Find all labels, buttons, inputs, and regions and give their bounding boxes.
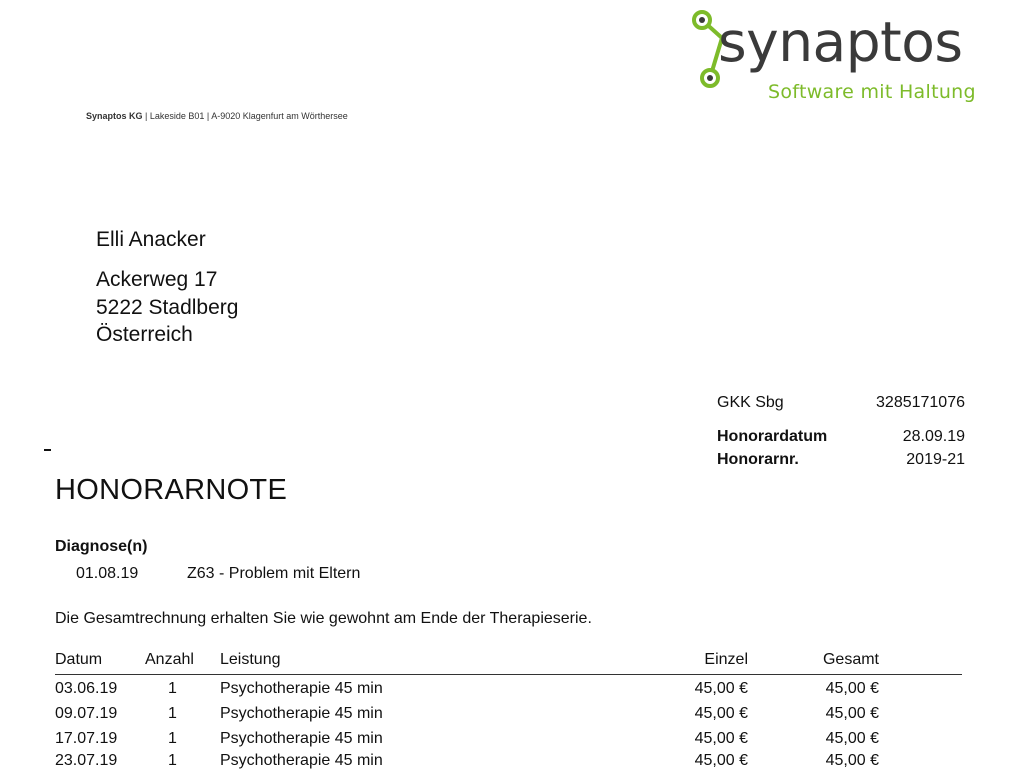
row-quantity: 1 [168,752,177,769]
row-quantity: 1 [168,705,177,722]
column-header-unit-price: Einzel [704,651,748,668]
invoice-number-label: Honorarnr. [717,451,799,468]
recipient-city: 5222 Stadlberg [96,296,239,319]
row-service: Psychotherapie 45 min [220,680,383,697]
diagnosis-text: Z63 - Problem mit Eltern [187,565,361,582]
row-service: Psychotherapie 45 min [220,730,383,747]
recipient-name: Elli Anacker [96,228,206,251]
row-service: Psychotherapie 45 min [220,752,383,769]
recipient-street: Ackerweg 17 [96,268,218,291]
table-header-divider [55,674,962,675]
billing-note: Die Gesamtrechnung erhalten Sie wie gewohnt am Ende der Therapieserie. [55,610,592,627]
column-header-service: Leistung [220,651,281,668]
invoice-date-label: Honorardatum [717,428,828,445]
row-date: 17.07.19 [55,730,118,747]
row-date: 03.06.19 [55,680,118,697]
document-title: HONORARNOTE [55,474,288,506]
invoice-number-value: 2019-21 [906,451,965,468]
row-unit-price: 45,00 € [694,680,748,697]
row-unit-price: 45,00 € [694,705,748,722]
row-total: 45,00 € [825,752,879,769]
row-date: 09.07.19 [55,705,118,722]
invoice-date-value: 28.09.19 [902,428,965,445]
row-total: 45,00 € [825,705,879,722]
row-total: 45,00 € [825,680,879,697]
recipient-country: Österreich [96,323,193,346]
column-header-total: Gesamt [822,651,879,668]
company-logo [688,6,978,106]
logo-tagline: Software mit Haltung [768,81,976,103]
row-service: Psychotherapie 45 min [220,705,383,722]
sender-company: Synaptos KG [86,111,143,121]
sender-address: | Lakeside B01 | A-9020 Klagenfurt am Wörthersee [142,111,348,121]
diagnosis-date: 01.08.19 [76,565,139,582]
row-unit-price: 45,00 € [694,752,748,769]
row-total: 45,00 € [825,730,879,747]
insurance-label: GKK Sbg [717,394,784,411]
insurance-number: 3285171076 [876,394,965,411]
diagnosis-heading: Diagnose(n) [55,538,148,555]
logo-wordmark: synaptos [718,10,963,74]
fold-mark [44,449,51,451]
column-header-quantity: Anzahl [145,651,194,668]
row-quantity: 1 [168,730,177,747]
column-header-date: Datum [55,651,103,668]
sender-line [86,111,348,121]
row-date: 23.07.19 [55,752,118,769]
row-unit-price: 45,00 € [694,730,748,747]
row-quantity: 1 [168,680,177,697]
